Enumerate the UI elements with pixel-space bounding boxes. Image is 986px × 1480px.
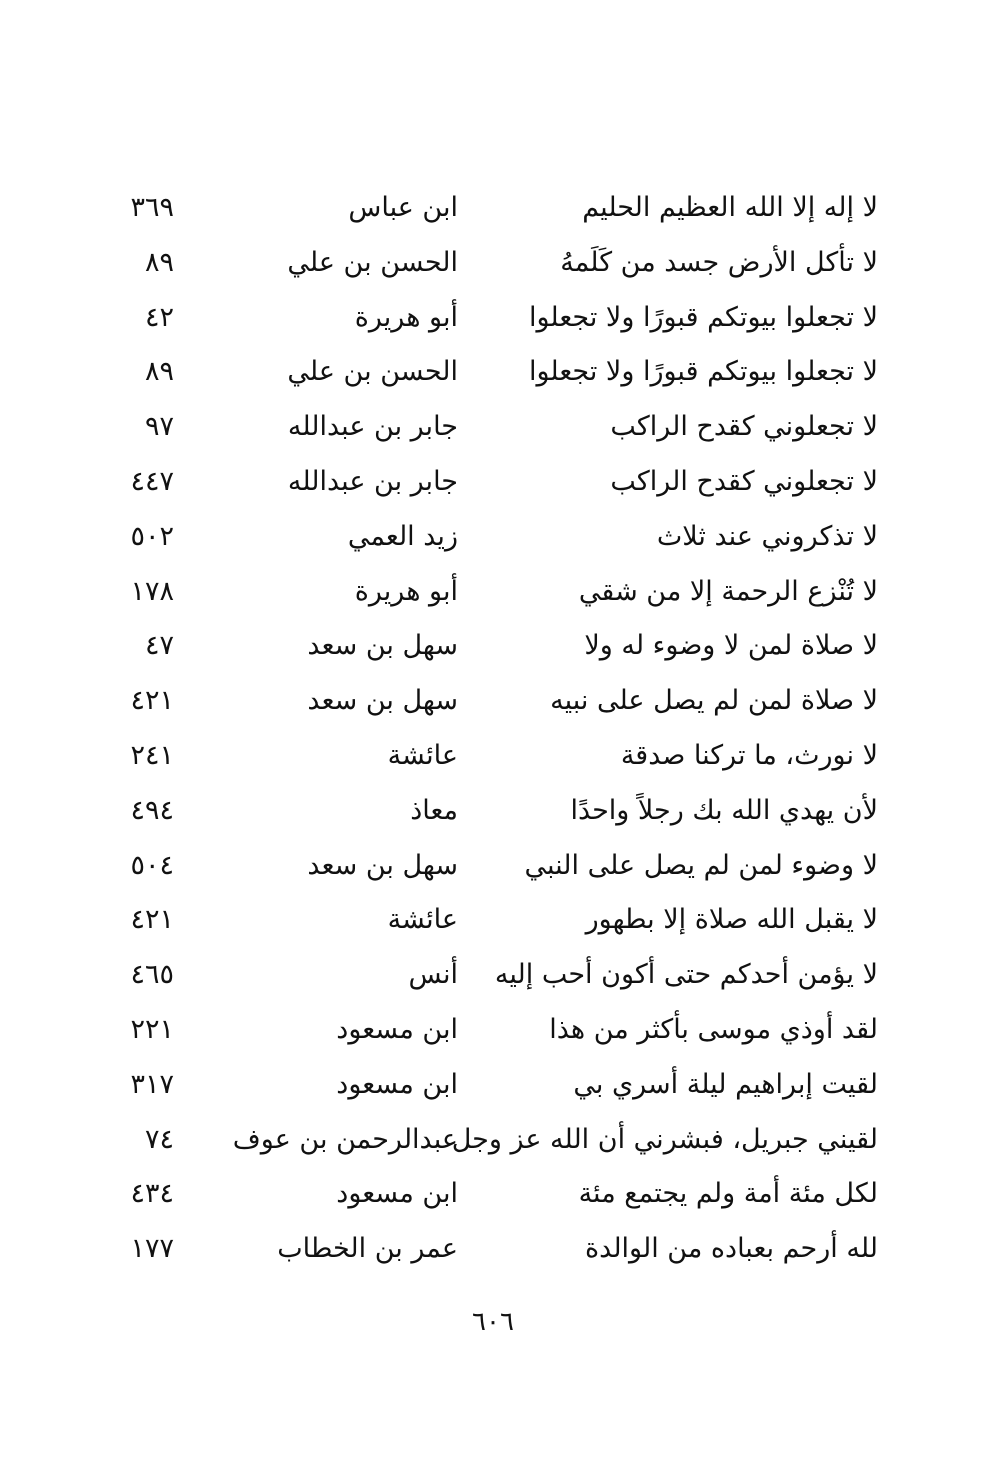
page-reference: ٤٧ bbox=[144, 630, 174, 662]
table-row bbox=[0, 1057, 986, 1112]
narrator-name: سهل بن سعد bbox=[307, 630, 458, 662]
table-row bbox=[0, 564, 986, 619]
hadith-text: لا يقبل الله صلاة إلا بطهور bbox=[585, 904, 878, 936]
table-row bbox=[0, 235, 986, 290]
narrator-name: جابر بن عبدالله bbox=[287, 465, 458, 497]
table-row bbox=[0, 454, 986, 509]
narrator-name: عمر بن الخطاب bbox=[277, 1233, 458, 1265]
hadith-text: لكل مئة أمة ولم يجتمع مئة bbox=[578, 1178, 878, 1210]
hadith-text: لا تجعلوني كقدح الراكب bbox=[610, 465, 878, 497]
hadith-index-table bbox=[0, 180, 986, 1276]
page-reference: ١٧٨ bbox=[130, 575, 174, 607]
narrator-name: الحسن بن علي bbox=[287, 356, 458, 388]
hadith-text: لا صلاة لمن لا وضوء له ولا bbox=[584, 630, 878, 662]
table-row bbox=[0, 947, 986, 1002]
page-reference: ٤٦٥ bbox=[130, 959, 174, 991]
table-row bbox=[0, 344, 986, 399]
hadith-text: لا إله إلا الله العظيم الحليم bbox=[582, 192, 878, 223]
page-reference: ٢٤١ bbox=[130, 739, 174, 771]
hadith-text: لله أرحم بعباده من الوالدة bbox=[585, 1233, 878, 1265]
page-reference: ١٧٧ bbox=[130, 1233, 174, 1265]
narrator-name: سهل بن سعد bbox=[307, 685, 458, 717]
narrator-name: أنس bbox=[408, 959, 458, 991]
page-reference: ٤٩٤ bbox=[130, 794, 174, 826]
table-row bbox=[0, 1112, 986, 1167]
table-row bbox=[0, 1166, 986, 1221]
table-row bbox=[0, 783, 986, 838]
hadith-text: لا تذكروني عند ثلاث bbox=[656, 520, 878, 552]
table-row bbox=[0, 892, 986, 947]
table-row bbox=[0, 399, 986, 454]
narrator-name: أبو هريرة bbox=[354, 575, 458, 607]
narrator-name: معاذ bbox=[410, 794, 458, 826]
hadith-text: لقيني جبريل، فبشرني أن الله عز وجل bbox=[451, 1123, 878, 1155]
table-row bbox=[0, 618, 986, 673]
page-reference: ٤٢ bbox=[144, 301, 174, 333]
page-reference: ٨٩ bbox=[144, 356, 174, 388]
page-reference: ٣١٧ bbox=[130, 1068, 174, 1100]
table-row bbox=[0, 673, 986, 728]
hadith-text: لا يؤمن أحدكم حتى أكون أحب إليه bbox=[494, 959, 878, 991]
hadith-text: لا تجعلوا بيوتكم قبورًا ولا تجعلوا bbox=[528, 356, 878, 388]
hadith-text: لا تأكل الأرض جسد من كَلَمهُ bbox=[560, 246, 878, 278]
narrator-name: الحسن بن علي bbox=[287, 246, 458, 278]
hadith-text: لقيت إبراهيم ليلة أسري بي bbox=[573, 1068, 878, 1100]
page-reference: ٤٢١ bbox=[130, 904, 174, 936]
page-reference: ٧٤ bbox=[144, 1123, 174, 1155]
table-row bbox=[0, 1221, 986, 1276]
page-number: ٦٠٦ bbox=[472, 1307, 514, 1337]
narrator-name: ابن مسعود bbox=[336, 1013, 458, 1045]
table-row bbox=[0, 509, 986, 564]
hadith-text: لا تجعلوني كقدح الراكب bbox=[610, 411, 878, 443]
narrator-name: عائشة bbox=[387, 904, 458, 936]
narrator-name: زيد العمي bbox=[347, 520, 458, 552]
table-row bbox=[0, 180, 986, 235]
narrator-name: جابر بن عبدالله bbox=[287, 411, 458, 443]
page-reference: ٨٩ bbox=[144, 246, 174, 278]
page-reference: ٢٢١ bbox=[130, 1013, 174, 1045]
page-reference: ٩٧ bbox=[144, 411, 174, 443]
hadith-text: لا وضوء لمن لم يصل على النبي bbox=[524, 849, 878, 881]
narrator-name: ابن مسعود bbox=[336, 1068, 458, 1100]
page-reference: ٥٠٢ bbox=[130, 520, 174, 552]
table-row bbox=[0, 838, 986, 893]
narrator-name: عبدالرحمن بن عوف bbox=[232, 1123, 458, 1155]
page-reference: ٣٦٩ bbox=[130, 192, 174, 223]
hadith-text: لأن يهدي الله بك رجلاً واحدًا bbox=[570, 794, 878, 826]
hadith-text: لا تُنْزع الرحمة إلا من شقي bbox=[578, 575, 878, 607]
table-row bbox=[0, 290, 986, 345]
narrator-name: أبو هريرة bbox=[354, 301, 458, 333]
page-reference: ٥٠٤ bbox=[130, 849, 174, 881]
narrator-name: عائشة bbox=[387, 739, 458, 771]
narrator-name: ابن مسعود bbox=[336, 1178, 458, 1210]
page-reference: ٤٣٤ bbox=[130, 1178, 174, 1210]
page-reference: ٤٤٧ bbox=[130, 465, 174, 497]
page-reference: ٤٢١ bbox=[130, 685, 174, 717]
hadith-text: لا صلاة لمن لم يصل على نبيه bbox=[550, 685, 878, 717]
hadith-text: لا تجعلوا بيوتكم قبورًا ولا تجعلوا bbox=[528, 301, 878, 333]
table-row bbox=[0, 1002, 986, 1057]
hadith-text: لا نورث، ما تركنا صدقة bbox=[620, 739, 878, 771]
table-row bbox=[0, 728, 986, 783]
narrator-name: ابن عباس bbox=[348, 192, 458, 223]
narrator-name: سهل بن سعد bbox=[307, 849, 458, 881]
hadith-text: لقد أوذي موسى بأكثر من هذا bbox=[549, 1013, 878, 1045]
